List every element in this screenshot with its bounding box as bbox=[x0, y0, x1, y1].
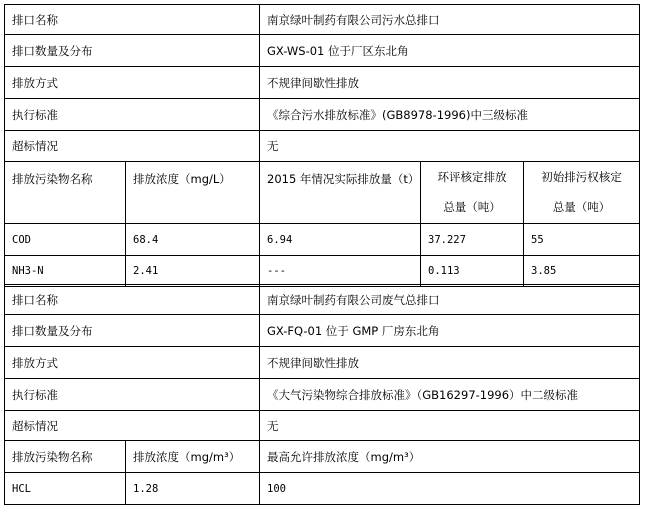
exhaust-exceed-row bbox=[5, 411, 640, 441]
permit-value: 3.85 bbox=[524, 256, 640, 287]
exceed-label: 超标情况 bbox=[5, 131, 260, 162]
header-pollutant: 排放污染物名称 bbox=[5, 162, 126, 224]
pollutant-name: NH3-N bbox=[5, 256, 126, 287]
exhaust-table bbox=[4, 284, 640, 505]
header-max-allowed: 最高允许排放浓度（mg/m³） bbox=[260, 441, 640, 473]
wastewater-discharge-mode-row bbox=[5, 67, 640, 99]
exhaust-header-row bbox=[5, 441, 640, 473]
pollutant-name: HCL bbox=[5, 473, 126, 505]
concentration-value: 68.4 bbox=[126, 224, 260, 256]
outlet-name-value: 南京绿叶制药有限公司污水总排口 bbox=[260, 5, 640, 35]
concentration-value: 1.28 bbox=[126, 473, 260, 505]
exhaust-discharge-mode-row bbox=[5, 347, 640, 379]
permit-value: 55 bbox=[524, 224, 640, 256]
max-allowed-value: 100 bbox=[260, 473, 640, 505]
header-concentration: 排放浓度（mg/L） bbox=[126, 162, 260, 224]
concentration-value: 2.41 bbox=[126, 256, 260, 287]
header-permit-line2: 总量（吨） bbox=[552, 200, 611, 214]
outlet-name-label: 排口名称 bbox=[5, 5, 260, 35]
table-row bbox=[5, 224, 640, 256]
eia-value: 37.227 bbox=[421, 224, 524, 256]
outlet-count-label: 排口数量及分布 bbox=[5, 35, 260, 67]
exhaust-outlet-name-row bbox=[5, 285, 640, 315]
table-row bbox=[5, 256, 640, 287]
wastewater-standard-row bbox=[5, 99, 640, 131]
outlet-name-label: 排口名称 bbox=[5, 285, 260, 315]
table-row bbox=[5, 473, 640, 505]
outlet-count-value: GX-FQ-01 位于 GMP 厂房东北角 bbox=[260, 315, 640, 347]
eia-value: 0.113 bbox=[421, 256, 524, 287]
outlet-name-value: 南京绿叶制药有限公司废气总排口 bbox=[260, 285, 640, 315]
header-pollutant: 排放污染物名称 bbox=[5, 441, 126, 473]
standard-value: 《大气污染物综合排放标准》（GB16297-1996）中二级标准 bbox=[260, 379, 640, 411]
exceed-value: 无 bbox=[260, 131, 640, 162]
header-eia-line1: 环评核定排放 bbox=[437, 170, 507, 184]
header-concentration: 排放浓度（mg/m³） bbox=[126, 441, 260, 473]
header-eia-line2: 总量（吨） bbox=[443, 200, 501, 214]
actual-value: --- bbox=[260, 256, 421, 287]
header-permit-line1: 初始排污权核定 bbox=[541, 170, 622, 184]
wastewater-outlet-count-row bbox=[5, 35, 640, 67]
discharge-mode-value: 不规律间歇性排放 bbox=[260, 67, 640, 99]
wastewater-table bbox=[4, 4, 640, 287]
wastewater-exceed-row bbox=[5, 131, 640, 162]
discharge-mode-value: 不规律间歇性排放 bbox=[260, 347, 640, 379]
exceed-label: 超标情况 bbox=[5, 411, 260, 441]
exhaust-standard-row bbox=[5, 379, 640, 411]
discharge-mode-label: 排放方式 bbox=[5, 347, 260, 379]
outlet-count-label: 排口数量及分布 bbox=[5, 315, 260, 347]
discharge-mode-label: 排放方式 bbox=[5, 67, 260, 99]
standard-label: 执行标准 bbox=[5, 99, 260, 131]
header-actual-2015: 2015 年情况实际排放量（t） bbox=[260, 162, 421, 224]
wastewater-header-row bbox=[5, 162, 640, 224]
outlet-count-value: GX-WS-01 位于厂区东北角 bbox=[260, 35, 640, 67]
exhaust-outlet-count-row bbox=[5, 315, 640, 347]
exceed-value: 无 bbox=[260, 411, 640, 441]
header-eia-total bbox=[421, 162, 524, 224]
header-permit-total bbox=[524, 162, 640, 224]
wastewater-outlet-name-row bbox=[5, 5, 640, 35]
standard-value: 《综合污水排放标准》(GB8978-1996)中三级标准 bbox=[260, 99, 640, 131]
actual-value: 6.94 bbox=[260, 224, 421, 256]
standard-label: 执行标准 bbox=[5, 379, 260, 411]
pollutant-name: COD bbox=[5, 224, 126, 256]
